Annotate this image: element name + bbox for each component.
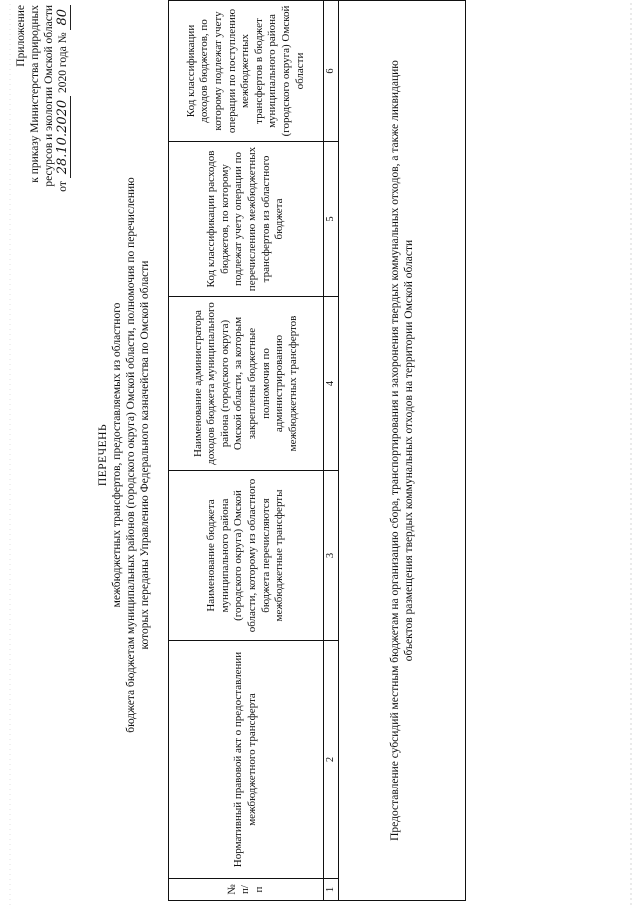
heading-line-3: которых переданы Управлению Федерального казначейства по Омской области	[139, 260, 151, 650]
column-number: 4	[324, 297, 339, 471]
section-title: Предоставление субсидий местным бюджетам на организацию сбора, транспортирования и захоронения твердых коммунальных отходов, а также ликвидацию объектов размещения твердых коммунальных отходов на территории Омской области	[339, 1, 466, 901]
handwritten-date: 28.10.2020	[55, 96, 71, 178]
header-cell-number: № п/п	[169, 879, 324, 901]
transfers-table	[168, 0, 466, 901]
header-cell-expense-code: Код классификации расходов бюджетов, по которому подлежат учету операции по перечислению межбюджетных трансфертов из областного бюджета	[169, 142, 324, 297]
header-cell-budget-name: Наименование бюджета муниципального района (городского округа) Омской области, которому из областного бюджета перечисляются межбюджетные трансферты	[169, 471, 324, 641]
header-cell-income-code: Код классификации доходов бюджетов, по которому подлежат учету операции по поступлению межбюджетных трансфертов в бюджет муниципального района (городского округа) Омской области	[169, 1, 324, 142]
column-number: 1	[324, 879, 339, 901]
handwritten-number: 80	[55, 5, 71, 30]
appendix-order-line: к приказу Министерства природных	[29, 5, 41, 183]
heading-line-2: бюджета бюджетам муниципальных районов (городского округа) Омской области, полномочия по перечислению	[125, 177, 137, 733]
column-number: 6	[324, 1, 339, 142]
date-prefix: от	[57, 181, 69, 192]
date-suffix: 2020 года №	[57, 32, 69, 93]
table-header-row	[169, 1, 324, 901]
column-number-row	[324, 1, 339, 901]
header-cell-legal-act: Нормативный правовой акт о предоставлении межбюджетного трансферта	[169, 641, 324, 879]
section-row	[339, 1, 466, 901]
column-number: 3	[324, 471, 339, 641]
appendix-date-line	[56, 5, 70, 255]
document-heading	[96, 115, 152, 795]
column-number: 5	[324, 142, 339, 297]
header-cell-administrator: Наименование администратора доходов бюджета муниципального района (городского округа) Омской области, за которым закреплены бюджетные полномочия по администрированию межбюджетных трансфертов	[169, 297, 324, 471]
appendix-title: Приложение	[15, 5, 27, 67]
column-number: 2	[324, 641, 339, 879]
appendix-block	[14, 5, 70, 255]
document-title: ПЕРЕЧЕНЬ	[97, 423, 109, 487]
heading-line-1: межбюджетных трансфертов, предоставляемых из областного	[111, 302, 123, 608]
appendix-ministry-line: ресурсов и экологии Омской области	[43, 5, 55, 187]
